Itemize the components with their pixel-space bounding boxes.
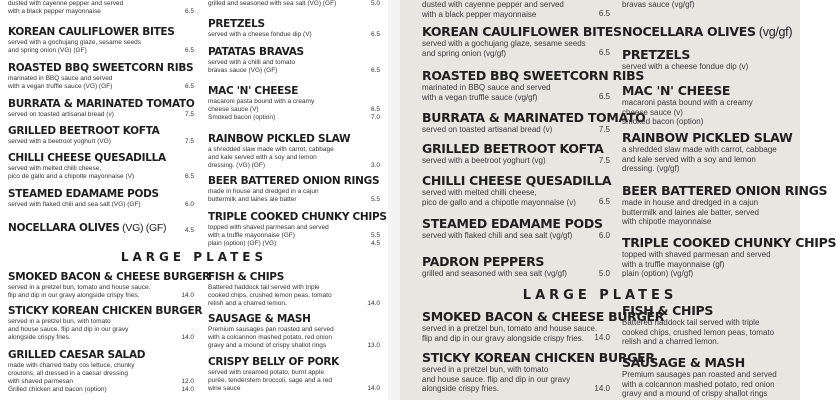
menu-item-price: 7.5 xyxy=(184,111,194,118)
menu-item-price: 6.5 xyxy=(184,83,194,90)
menu-item-name: CHILLI CHEESE QUESADILLA xyxy=(422,173,612,188)
menu-item-description: dusted with cayenne pepper and served with a black pepper mayonnaise xyxy=(8,0,124,15)
menu-item-name: NOCELLARA OLIVES (VG) (GF) xyxy=(8,222,167,234)
menu-item-price: 5.5 xyxy=(370,196,380,203)
menu-item-price: 12.0 14.0 xyxy=(181,378,194,393)
menu-item-price: 6.5 xyxy=(184,8,194,15)
menu-item-continued xyxy=(208,0,380,8)
menu-item-name: SAUSAGE & MASH xyxy=(622,355,745,370)
menu-item-crispy-belly-of-pork xyxy=(208,356,380,393)
menu-item-name: GRILLED BEETROOT KOFTA xyxy=(422,141,604,156)
menu-item-fish-and-chips xyxy=(208,271,380,308)
photo-divider xyxy=(388,0,400,400)
menu-item-name: TRIPLE COOKED CHUNKY CHIPS xyxy=(208,211,387,223)
menu-item-continued xyxy=(422,0,610,19)
menu-item-price: 7.5 xyxy=(598,156,610,166)
menu-item-mac-n-cheese xyxy=(622,83,800,127)
menu-item-pretzels xyxy=(208,18,380,39)
menu-item-roasted-bbq-sweetcorn-ribs xyxy=(8,62,194,91)
menu-item-description: macaroni pasta bound with a creamy cheese sauce (V) Smoked bacon (option) xyxy=(208,98,315,121)
menu-item-padron-peppers xyxy=(422,254,610,279)
menu-item-description: served with a beetroot yoghurt (VG) xyxy=(8,138,111,145)
menu-item-name: NOCELLARA OLIVES (vg/gf) xyxy=(622,24,793,39)
menu-item-description: served in a pretzel bun, tomato and house sauce. flip and dip in our gravy alongside crispy fries. xyxy=(8,284,151,299)
menu-item-name: PRETZELS xyxy=(208,18,265,30)
menu-item-price: 7.5 xyxy=(598,125,610,135)
menu-item-price: 6.5 xyxy=(598,48,610,58)
menu-item-price: 7.5 xyxy=(184,138,194,145)
menu-item-name: BEER BATTERED ONION RINGS xyxy=(208,175,380,187)
menu-item-description: dusted with cayenne pepper and served with a black pepper mayonnaise xyxy=(422,0,564,19)
menu-item-price: 5.0 xyxy=(370,0,380,7)
menu-item-name: SAUSAGE & MASH xyxy=(208,313,311,325)
menu-item-price: 14.0 xyxy=(181,292,194,299)
menu-item-name: KOREAN CAULIFLOWER BITES xyxy=(422,24,622,39)
menu-item-continued xyxy=(622,0,800,10)
menu-item-sticky-korean-chicken-burger xyxy=(8,305,203,342)
menu-item-description: served with a cheese fondue dip (v) xyxy=(622,62,749,71)
menu-item-name: ROASTED BBQ SWEETCORN RIBS xyxy=(422,68,645,83)
menu-item-name: STICKY KOREAN CHICKEN BURGER xyxy=(8,305,203,317)
menu-item-description: served in a pretzel bun, tomato and house sauce. flip and dip in our gravy alongside crispy fries. xyxy=(422,324,598,343)
menu-item-name: MAC 'N' CHEESE xyxy=(622,83,731,98)
menu-item-chilli-cheese-quesadilla xyxy=(8,152,194,181)
menu-item-description: served with flaked chili and sea salt (vg/gf) xyxy=(422,231,573,240)
menu-item-name: RAINBOW PICKLED SLAW xyxy=(622,130,793,145)
menu-item-name: GRILLED BEETROOT KOFTA xyxy=(8,125,160,137)
menu-item-description: served with flaked chili and sea salt (VG) (GF) xyxy=(8,201,141,208)
menu-item-name: BURRATA & MARINATED TOMATO xyxy=(8,98,195,110)
menu-item-nocellara-olives xyxy=(622,24,800,40)
menu-item-description: made in house and dredged in a cajun buttermilk and laines ale batter xyxy=(208,188,319,203)
menu-item-description: macaroni pasta bound with a creamy cheese sauce (v) smoked bacon (option) xyxy=(622,98,753,127)
menu-item-korean-cauliflower-bites xyxy=(422,24,622,58)
menu-item-roasted-bbq-sweetcorn-ribs xyxy=(422,68,645,102)
menu-item-description: served in a pretzel bun, with tomato and house sauce. flip and dip in our gravy alongside crispy fries. xyxy=(422,365,571,394)
menu-item-rainbow-pickled-slaw xyxy=(622,130,800,174)
menu-item-name: BURRATA & MARINATED TOMATO xyxy=(422,110,646,125)
dietary-tags: (vg/gf) xyxy=(755,25,793,39)
menu-item-price: 6.5 7.0 xyxy=(370,106,380,121)
menu-item-steamed-edamame-pods xyxy=(422,216,610,241)
menu-item-price: 14.0 xyxy=(594,333,610,343)
menu-item-description: topped with shaved parmesan and served with a truffle mayonnaise (GF) plain (option) (GF) (VG) xyxy=(208,224,329,247)
menu-item-grilled-beetroot-kofta xyxy=(8,125,194,146)
menu-item-price: 6.0 xyxy=(598,231,610,241)
menu-item-description: served with a cheese fondue dip (V) xyxy=(208,31,312,38)
menu-item-description: served on toasted artisanal bread (v) xyxy=(422,125,553,134)
menu-item-smoked-bacon-and-cheese-burger xyxy=(422,309,665,343)
menu-item-mac-n-cheese xyxy=(208,85,380,122)
menu-item-grilled-caesar-salad xyxy=(8,349,194,394)
menu-item-description: served with a gochujang glaze, sesame seeds and spring onion (vg/gf) xyxy=(422,39,586,58)
menu-item-price: 14.0 xyxy=(367,385,380,392)
menu-item-description: served with a beetroot yoghurt (vg) xyxy=(422,156,546,165)
menu-item-description: Premium sausages pan roasted and served with a colcannon mashed potato, red onion gravy and a mound of crispy shallot rings xyxy=(208,326,334,349)
menu-item-fish-and-chips xyxy=(622,303,800,347)
menu-item-name: FISH & CHIPS xyxy=(622,303,714,318)
menu-item-name: PATATAS BRAVAS xyxy=(208,46,304,58)
menu-item-patatas-bravas xyxy=(208,46,380,75)
menu-item-price: 6.5 xyxy=(598,9,610,19)
menu-item-description: made with charred baby cos lettuce, chunky croutons, all dressed in a caesar dressing with shaved parmesan Grilled chicken and bacon (option) xyxy=(8,362,135,393)
menu-item-name: CHILLI CHEESE QUESADILLA xyxy=(8,152,166,164)
menu-item-pretzels xyxy=(622,47,800,72)
menu-item-grilled-beetroot-kofta xyxy=(422,141,610,166)
menu-item-price: 6.0 xyxy=(184,201,194,208)
menu-item-description: served on toasted artisanal bread (v) xyxy=(8,111,114,118)
menu-item-description: Battered haddock tail served with triple cooked chips, crushed lemon peas, tomato relish and a charred lemon. xyxy=(622,318,775,347)
menu-item-chilli-cheese-quesadilla xyxy=(422,173,610,207)
menu-item-price: 5.5 4.5 xyxy=(370,232,380,247)
menu-item-description: a shredded slaw made with carrot, cabbage and kale served with a soy and lemon dressing. (vg/gf) xyxy=(622,145,777,174)
menu-item-steamed-edamame-pods xyxy=(8,188,194,209)
menu-item-price: 6.5 xyxy=(184,173,194,180)
section-heading-large-plates: LARGE PLATES xyxy=(120,250,268,264)
menu-item-price: 14.0 xyxy=(367,300,380,307)
menu-item-description: bravas sauce (vg/gf) xyxy=(622,0,695,9)
menu-item-price: 6.5 xyxy=(370,31,380,38)
section-heading-large-plates: LARGE PLATES xyxy=(522,288,678,303)
menu-item-description: Premium sausages pan roasted and served with a colcannon mashed potato, red onion gravy and a mound of crispy shallot rings xyxy=(622,370,777,399)
menu-item-name: STEAMED EDAMAME PODS xyxy=(8,188,159,200)
menu-item-burrata-and-marinated-tomato xyxy=(422,110,646,135)
menu-item-description: served in a pretzel bun, with tomato and house sauce. flip and dip in our gravy alongside crispy fries. xyxy=(8,318,129,341)
menu-item-beer-battered-onion-rings xyxy=(208,175,380,204)
menu-item-sausage-and-mash xyxy=(622,355,800,399)
menu-item-triple-cooked-chunky-chips xyxy=(622,235,836,279)
menu-item-name: RAINBOW PICKLED SLAW xyxy=(208,133,351,145)
menu-photo-right xyxy=(400,0,836,400)
menu-item-sticky-korean-chicken-burger xyxy=(422,350,655,394)
menu-item-description: grilled and seasoned with sea salt (vg/gf) xyxy=(422,269,567,278)
menu-item-name: TRIPLE COOKED CHUNKY CHIPS xyxy=(622,235,836,250)
menu-item-name: MAC 'N' CHEESE xyxy=(208,85,299,97)
menu-item-description: grilled and seasoned with sea salt (VG) (GF) xyxy=(208,0,337,7)
menu-item-description: served with melted chilli cheese, pico de gallo and a chipotle mayonnaise (V) xyxy=(8,165,135,180)
menu-item-beer-battered-onion-rings xyxy=(622,183,828,227)
menu-item-smoked-bacon-and-cheese-burger xyxy=(8,271,210,300)
menu-item-price: 6.5 xyxy=(598,197,610,207)
menu-item-name: BEER BATTERED ONION RINGS xyxy=(622,183,828,198)
menu-item-description: topped with shaved parmesan and served with a truffle mayonnaise (gf) plain (option) (vg/gf) xyxy=(622,250,771,279)
menu-item-korean-cauliflower-bites xyxy=(8,26,194,55)
menu-item-price: 5.0 xyxy=(598,269,610,279)
menu-item-description: marinated in BBQ sauce and served with a vegan truffle sauce (vg/gf) xyxy=(422,83,551,102)
menu-item-description: made in house and dredged in a cajun buttermilk and laines ale batter, served with chipotle mayonnaise xyxy=(622,198,759,227)
menu-item-price: 6.5 xyxy=(370,67,380,74)
menu-item-price: 3.0 xyxy=(370,162,380,169)
menu-item-description: served with melted chilli cheese, pico de gallo and a chipotle mayonnaise (v) xyxy=(422,188,576,207)
menu-item-price: 4.5 xyxy=(184,227,194,234)
menu-item-price: 14.0 xyxy=(181,334,194,341)
menu-item-name: STICKY KOREAN CHICKEN BURGER xyxy=(422,350,655,365)
menu-item-description: Battered haddock tail served with triple cooked chips, crushed lemon peas, tomato relish and a charred lemon. xyxy=(208,284,332,307)
menu-item-name: ROASTED BBQ SWEETCORN RIBS xyxy=(8,62,194,74)
menu-item-price: 14.0 xyxy=(594,384,610,394)
menu-item-name: PRETZELS xyxy=(622,47,691,62)
menu-item-name: SMOKED BACON & CHEESE BURGER xyxy=(8,271,210,283)
menu-item-name: KOREAN CAULIFLOWER BITES xyxy=(8,26,175,38)
menu-item-description: served with a chilli and tomato bravas sauce (VG) (GF) xyxy=(208,59,296,74)
menu-item-description: marinated in BBQ sauce and served with a vegan truffle sauce (VG) (GF) xyxy=(8,75,113,90)
menu-item-name: CRISPY BELLY OF PORK xyxy=(208,356,339,368)
menu-item-description: served with creamed potato, burnt apple purée, tenderstem broccoli, sage and a red wine sauce xyxy=(208,369,332,392)
menu-item-name: SMOKED BACON & CHEESE BURGER xyxy=(422,309,665,324)
menu-item-price: 6.5 xyxy=(598,92,610,102)
menu-item-name: STEAMED EDAMAME PODS xyxy=(422,216,603,231)
menu-item-rainbow-pickled-slaw xyxy=(208,133,380,170)
menu-item-price: 13.0 xyxy=(367,342,380,349)
menu-item-description: a shredded slaw made with carrot, cabbage and kale served with a soy and lemon dressing. (VG) (GF) xyxy=(208,146,334,169)
dietary-tags: (VG) (GF) xyxy=(119,222,167,234)
menu-item-name: FISH & CHIPS xyxy=(208,271,284,283)
menu-item-price: 6.5 xyxy=(184,47,194,54)
menu-item-triple-cooked-chunky-chips xyxy=(208,211,387,248)
menu-item-burrata-and-marinated-tomato xyxy=(8,98,194,119)
menu-item-description: served with a gochujang glaze, sesame seeds and spring onion (VG) (GF) xyxy=(8,39,141,54)
menu-item-name: GRILLED CAESAR SALAD xyxy=(8,349,146,361)
menu-item-sausage-and-mash xyxy=(208,313,380,350)
menu-item-nocellara-olives xyxy=(8,222,194,235)
menu-photo-left xyxy=(0,0,388,400)
menu-item-continued xyxy=(8,0,194,16)
menu-item-name: PADRON PEPPERS xyxy=(422,254,545,269)
